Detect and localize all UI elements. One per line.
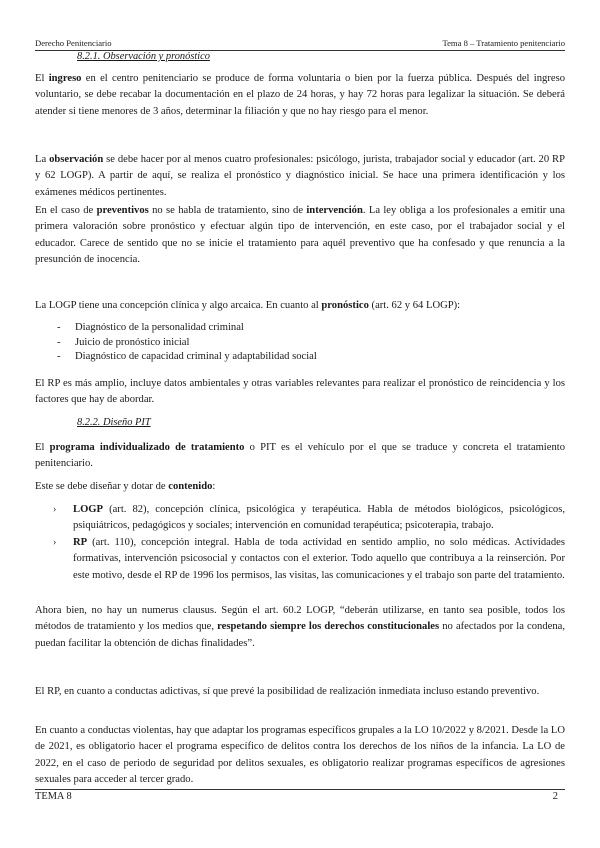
list-item: › RP (art. 110), concepción integral. Habla de toda actividad en sentido amplio, no solo médicas. Actividades formativas, intervención psicosocial y contactos con el exterior. Todo aquello que contribuya a la reinserción. Por este motivo, desde el RP de 1996 los permisos, las visitas, las comunicaciones y el trabajo son parte del tratamiento.	[53, 536, 565, 581]
paragraph-ingreso: El ingreso en el centro penitenciario se produce de forma voluntaria o bien por la fuerza pública. Después del ingreso voluntario, se debe recabar la documentación en el plazo de 24 horas, y hay 72 horas para legalizar la situación. Se deberá atender si tiene menores de 3 años, determinar la filiación y que no hay riesgo para el menor.	[35, 73, 565, 117]
list-dash: -	[57, 351, 61, 363]
paragraph-conductas-violentas: En cuanto a conductas violentas, hay que adaptar los programas específicos grupales a la LO 10/2022 y 8/2021. Desde la LO de 2021, es obligatorio hacer el programa específico de delitos contra los derechos de los niños de la infancia. La LO de 2022, en el caso de periodo de seguridad por delitos sexuales, es obligatorio realizar programas específicos de agresiones sexuales para acceder al tercer grado.	[35, 725, 565, 786]
list-item: - Juicio de pronóstico inicial	[35, 336, 565, 351]
list-dash: -	[57, 322, 61, 333]
paragraph-pit: El programa individualizado de tratamiento o PIT es el vehículo por el que se traduce y concreta el tratamiento penitenciario.	[35, 442, 565, 470]
header-subject: Derecho Penitenciario	[35, 38, 112, 48]
page-number: 2	[552, 791, 558, 802]
list-arrow: ›	[53, 504, 57, 515]
paragraph-rp-amplio: El RP es más amplio, incluye datos ambientales y otras variables relevantes para realizar el pronóstico de reincidencia y los factores que hay de abordar.	[35, 378, 565, 406]
header-topic: Tema 8 – Tratamiento penitenciario	[442, 38, 565, 48]
pronostico-list	[35, 321, 565, 365]
paragraph-numerus-clausus: Ahora bien, no hay un numerus clausus. Según el art. 60.2 LOGP, “deberán utilizarse, en tanto sea posible, todos los métodos de tratamiento y los medios que, respetando siempre los derechos constitucionales no afectados por la condena, puedan facilitar la obtención de dichas finalidades”.	[35, 605, 565, 649]
paragraph-contenido: Este se debe diseñar y dotar de contenido:	[35, 481, 216, 492]
footer-divider	[35, 789, 565, 790]
list-item: › LOGP (art. 82), concepción clínica, psicológica y terapéutica. Habla de métodos biológicos, psicológicos, psiquiátricos, pedagógicos y sociales; intervención en comunidad terapéutica; psicoterapia, trabajo.	[53, 504, 565, 532]
list-item: - Diagnóstico de capacidad criminal y adaptabilidad social	[35, 350, 565, 365]
list-dash: -	[57, 336, 61, 348]
list-arrow: ›	[53, 536, 57, 548]
paragraph-logp-pronostico: La LOGP tiene una concepción clínica y algo arcaica. En cuanto al pronóstico (art. 62 y 64 LOGP):	[35, 300, 461, 311]
paragraph-observacion: La observación se debe hacer por al menos cuatro profesionales: psicólogo, jurista, trabajador social y educador (art. 20 RP y 62 LOGP). A partir de aquí, se realiza el pronóstico y diagnóstico inicial. Se hace una primera identificación y los exámenes médicos pertinentes.	[35, 154, 565, 198]
list-item: - Diagnóstico de la personalidad criminal	[35, 321, 565, 336]
footer-tema: TEMA 8	[35, 791, 72, 802]
paragraph-preventivos: En el caso de preventivos no se habla de tratamiento, sino de intervención. La ley obliga a los profesionales a emitir una primera valoración sobre pronóstico y efectuar algún tipo de intervención, en este caso, por el trabajador social y el educador. Carece de sentido que no se inicie el tratamiento para aquél preventivo que ha confesado y que renuncia a la presunción de inocencia.	[35, 205, 565, 266]
section-title-diseno-pit: 8.2.2. Diseño PIT	[77, 417, 151, 428]
section-title-observacion: 8.2.1. Observación y pronóstico	[77, 51, 210, 62]
contenido-list	[35, 502, 565, 584]
paragraph-conductas-adictivas: El RP, en cuanto a conductas adictivas, sí que prevé la posibilidad de realización inmediata incluso estando preventivo.	[35, 686, 540, 697]
